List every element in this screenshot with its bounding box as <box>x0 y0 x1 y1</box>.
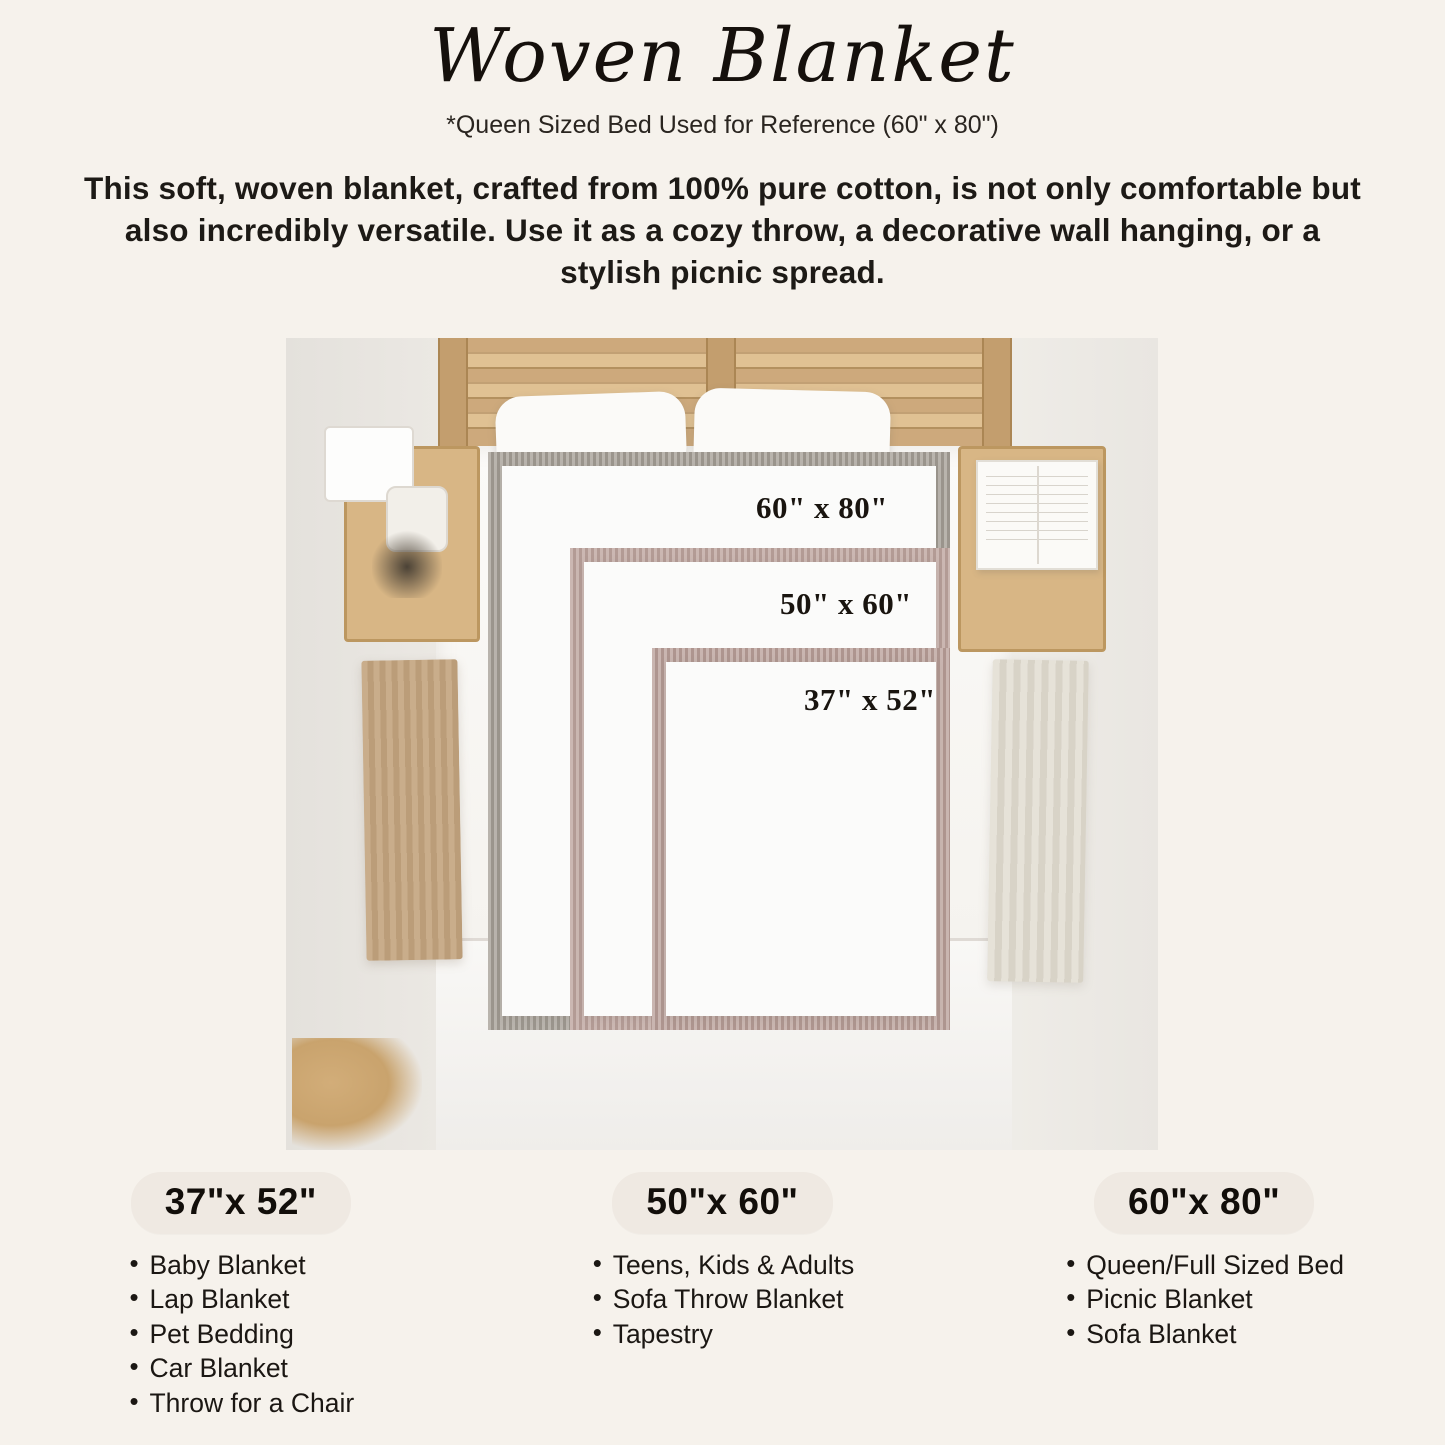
size-column-medium <box>482 1172 964 1420</box>
size-badge-small: 37"x 52" <box>131 1172 351 1234</box>
page-title: Woven Blanket <box>429 13 1016 99</box>
list-item: • Queen/Full Sized Bed <box>1064 1248 1344 1282</box>
size-column-large <box>963 1172 1445 1420</box>
list-item: • Tapestry <box>591 1317 855 1351</box>
list-item: • Picnic Blanket <box>1064 1282 1344 1316</box>
list-item: • Sofa Blanket <box>1064 1317 1344 1351</box>
size-badge-large: 60"x 80" <box>1094 1172 1314 1234</box>
use-list-small <box>127 1248 354 1420</box>
list-item: • Car Blanket <box>127 1351 354 1385</box>
knit-throw-left <box>361 659 462 961</box>
list-item: • Lap Blanket <box>127 1282 354 1316</box>
size-column-small <box>0 1172 482 1420</box>
bed-photo <box>286 338 1158 1150</box>
size-columns <box>0 1172 1445 1420</box>
product-description: This soft, woven blanket, crafted from 100% pure cotton, is not only comfortable but also incredibly versatile. Use it as a cozy throw, a decorative wall hanging, or a stylish picnic spread. <box>84 170 1361 290</box>
open-book <box>976 460 1098 570</box>
size-badge-medium: 50"x 60" <box>612 1172 832 1234</box>
rug-corner <box>292 1038 422 1150</box>
use-list-large <box>1064 1248 1344 1351</box>
knit-throw-right <box>987 659 1089 983</box>
page-subtitle: *Queen Sized Bed Used for Reference (60" x 80") <box>446 111 999 140</box>
list-item: • Throw for a Chair <box>127 1386 354 1420</box>
size-label-small: 37" x 52" <box>804 682 936 717</box>
use-list-medium <box>591 1248 855 1351</box>
plant <box>372 520 442 598</box>
list-item: • Baby Blanket <box>127 1248 354 1282</box>
list-item: • Sofa Throw Blanket <box>591 1282 855 1316</box>
list-item: • Pet Bedding <box>127 1317 354 1351</box>
list-item: • Teens, Kids & Adults <box>591 1248 855 1282</box>
size-label-medium: 50" x 60" <box>780 586 912 621</box>
size-label-large: 60" x 80" <box>756 490 888 525</box>
